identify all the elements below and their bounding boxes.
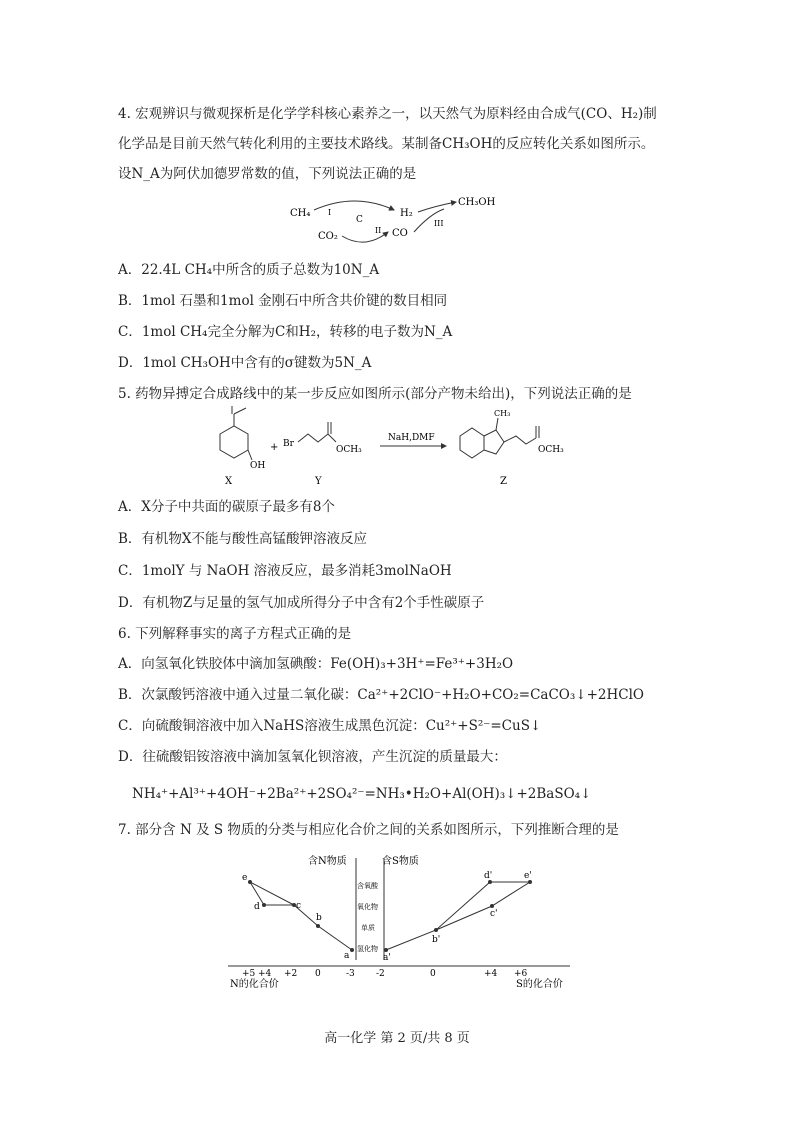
q6-option-b: B．次氯酸钙溶液中通入过量二氧化碳：Ca²⁺+2ClO⁻+H₂O+CO₂=CaCO₃↓+2HClO xyxy=(118,687,644,703)
point-b-prime xyxy=(434,928,438,932)
reagent: NaH,DMF xyxy=(388,433,435,443)
q4-reaction-diagram xyxy=(280,192,520,250)
q6-option-d-equation: NH₄⁺+Al³⁺+4OH⁻+2Ba²⁺+2SO₄²⁻=NH₃•H₂O+Al(OH)₃↓+2BaSO₄↓ xyxy=(132,786,592,802)
q4-h2: H₂ xyxy=(400,208,413,219)
q4-stem-line3: 设N_A为阿伏加德罗常数的值，下列说法正确的是 xyxy=(118,166,417,182)
s-trend-line xyxy=(386,882,530,950)
point-a xyxy=(350,948,354,952)
q4-step2: II xyxy=(375,226,382,235)
q4-option-a: A．22.4L CH₄中所含的质子总数为10N_A xyxy=(118,262,380,278)
label-c-prime: c' xyxy=(490,909,498,919)
point-b xyxy=(316,924,320,928)
label-x: X xyxy=(225,476,233,486)
label-a: a xyxy=(344,951,350,961)
label-d-prime: d' xyxy=(484,871,493,881)
molecule-y xyxy=(298,434,336,442)
q4-option-b: B．1mol 石墨和1mol 金刚石中所含共价键的数目相同 xyxy=(118,293,448,309)
molecule-x xyxy=(220,406,252,460)
label-c: c xyxy=(296,901,302,911)
q4-co: CO xyxy=(392,228,408,239)
q4-stem-line1: 4. 宏观辨识与微观探析是化学学科核心素养之一，以天然气为原料经由合成气(CO、H₂)制 xyxy=(118,106,657,122)
label-e-prime: e' xyxy=(524,871,532,881)
q4-option-c: C．1mol CH₄完全分解为C和H₂，转移的电子数为N_A xyxy=(118,324,453,340)
y-och3: OCH₃ xyxy=(336,445,362,455)
q4-c: C xyxy=(356,215,363,225)
s-tick-1: 0 xyxy=(430,969,436,979)
q6-option-c: C．向硫酸铜溶液中加入NaHS溶液生成黑色沉淀：Cu²⁺+S²⁻=CuS↓ xyxy=(118,718,542,734)
category-3: 氢化物 xyxy=(357,945,378,953)
point-c-prime xyxy=(490,904,494,908)
n-tick-3: 0 xyxy=(315,969,321,979)
q4-ch4: CH₄ xyxy=(290,208,311,219)
q6-stem: 6. 下列解释事实的离子方程式正确的是 xyxy=(118,626,352,642)
s-tick-0: -2 xyxy=(376,969,385,979)
label-d: d xyxy=(254,902,260,912)
label-b: b xyxy=(316,913,322,923)
molecule-z xyxy=(460,418,539,458)
point-d xyxy=(262,903,266,907)
q5-option-b: B．有机物X不能与酸性高锰酸钾溶液反应 xyxy=(118,531,368,547)
z-ch3: CH₃ xyxy=(494,409,511,418)
s-xlabel: S的化合价 xyxy=(516,979,563,990)
q6-option-d: D．往硫酸铝铵溶液中滴加氢氧化钡溶液，产生沉淀的质量最大： xyxy=(118,749,507,765)
s-tick-3: +6 xyxy=(514,969,528,979)
n-xlabel: N的化合价 xyxy=(230,979,279,990)
q4-step3: III xyxy=(434,219,444,228)
point-a-prime xyxy=(384,948,388,952)
q5-option-c: C．1molY 与 NaOH 溶液反应，最多消耗3molNaOH xyxy=(118,563,452,579)
q7-stem: 7. 部分含 N 及 S 物质的分类与相应化合价之间的关系如图所示，下列推断合理的是 xyxy=(118,822,619,838)
z-och3: OCH₃ xyxy=(538,445,564,455)
n-tick-2: +2 xyxy=(284,969,298,979)
label-z: Z xyxy=(500,476,507,486)
q5-stem: 5. 药物异搏定合成路线中的某一步反应如图所示(部分产物未给出)，下列说法正确的是 xyxy=(118,386,632,402)
n-tick-4: -3 xyxy=(346,969,355,979)
q6-option-a: A．向氢氧化铁胶体中滴加氢碘酸：Fe(OH)₃+3H⁺=Fe³⁺+3H₂O xyxy=(118,656,514,672)
q4-arrow-3 xyxy=(418,202,456,212)
category-1: 氧化物 xyxy=(357,903,378,911)
s-axis-title: 含S物质 xyxy=(382,856,419,867)
label-b-prime: b' xyxy=(432,935,441,945)
q5-reaction-scheme xyxy=(190,406,590,486)
n-trend-line xyxy=(250,882,352,950)
q4-arrow-1 xyxy=(314,201,394,210)
n-tick-0: +5 xyxy=(242,969,256,979)
q4-stem-line2: 化学品是目前天然气转化利用的主要技术路线。某制备CH₃OH的反应转化关系如图所示。 xyxy=(118,136,655,152)
y-br: Br xyxy=(283,439,294,449)
q5-option-a: A．X分子中共面的碳原子最多有8个 xyxy=(118,499,335,515)
q5-option-d: D．有机物Z与足量的氢气加成所得分子中含有2个手性碳原子 xyxy=(118,595,485,611)
n-axis-title: 含N物质 xyxy=(308,856,347,867)
category-0: 含氧酸 xyxy=(357,882,378,890)
n-tick-1: +4 xyxy=(258,969,272,979)
category-2: 单质 xyxy=(361,924,375,932)
q4-co2: CO₂ xyxy=(318,231,338,242)
q7-valence-chart xyxy=(220,848,580,993)
plus-sign: + xyxy=(270,442,279,453)
x-oh: OH xyxy=(250,461,266,471)
q4-option-d: D．1mol CH₃OH中含有的σ键数为5N_A xyxy=(118,355,372,371)
s-tick-2: +4 xyxy=(484,969,498,979)
label-y: Y xyxy=(315,476,322,486)
label-a-prime: a' xyxy=(383,953,391,963)
q4-ch3oh: CH₃OH xyxy=(458,197,496,208)
q4-step1: I xyxy=(328,208,332,217)
page-footer: 高一化学 第 2 页/共 8 页 xyxy=(324,1031,470,1046)
label-e: e xyxy=(242,873,248,883)
point-e xyxy=(248,880,252,884)
